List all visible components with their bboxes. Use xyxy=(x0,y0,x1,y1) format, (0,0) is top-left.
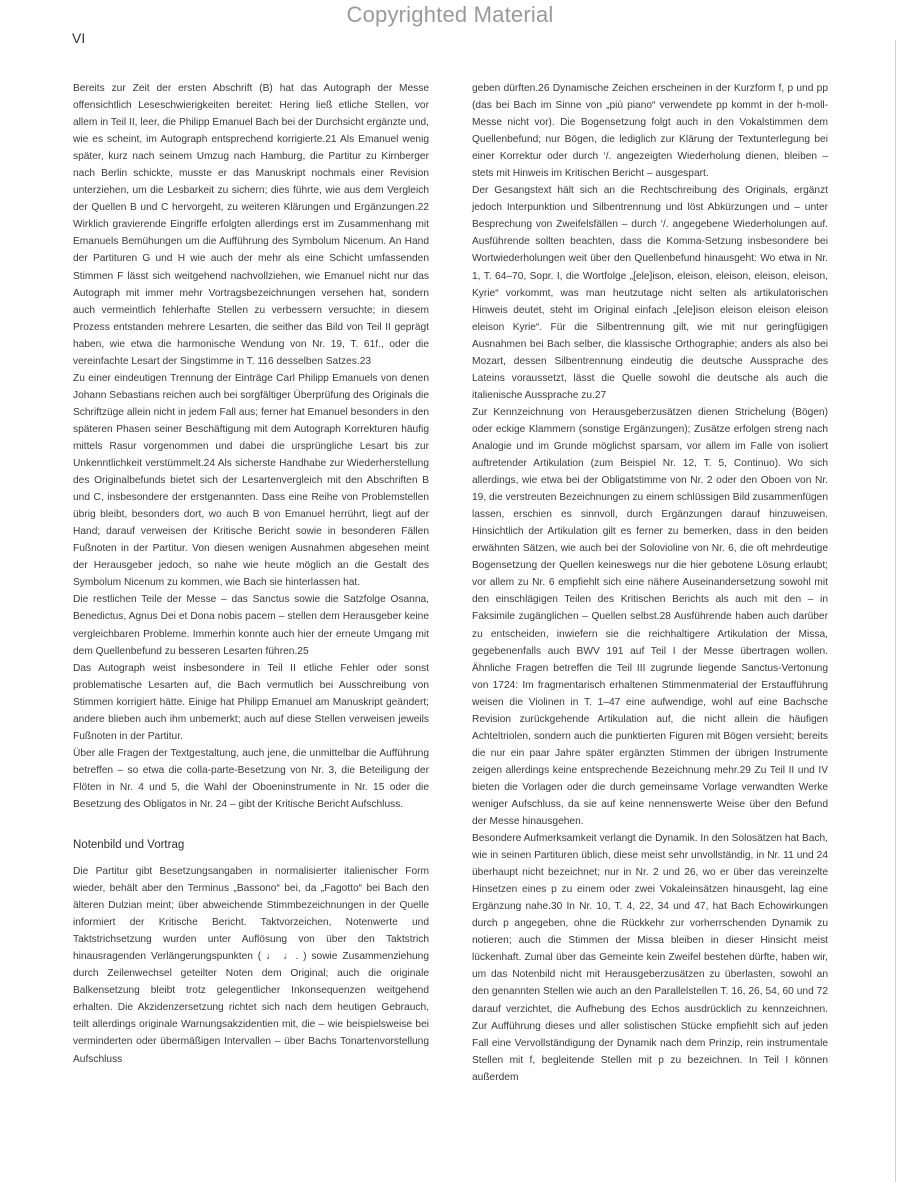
paragraph: geben dürften.26 Dynamische Zeichen erscheinen in der Kurzform f, p und pp (das bei Bach im Sinne von „più piano“ verwendete pp kommt in der h-moll-Messe nicht vor). Die Bogensetzung folgt auch in den Vokalstimmen dem Quellenbefund; nur Bögen, die lediglich zur Klärung der Textunterlegung bei einer Korrektur oder durch ‘/. angezeigten Wiederholung dienen, bleiben – stets mit Hinweis im Kritischen Bericht – ausgespart. xyxy=(472,83,828,180)
copyright-watermark: Copyrighted Material xyxy=(346,2,554,27)
right-column xyxy=(472,80,828,1086)
left-column xyxy=(73,80,429,1068)
paragraph: Die restlichen Teile der Messe – das Sanctus sowie die Satzfolge Osanna, Benedictus, Agnus Dei et Dona nobis pacem – stellen dem Herausgeber keine vergleichbaren Probleme. Immerhin konnte auch hier der erneute Umgang mit dem Quellenbefund zu besseren Lesarten führen.25 xyxy=(73,594,429,657)
paragraph: Die Partitur gibt Besetzungsangaben in normalisierter italienischer Form wieder, behält aber den Terminus „Bassono“ bei, da „Fagotto“ bei Bach den älteren Dulzian meint; über abweichende Stimmbezeichnungen in der Quelle informiert der Kritische Bericht. Taktvorzeichen, Notenwerte und Taktstrichsetzung wurden unter Auflösung von über den Taktstrich hinausragenden Verlängerungspunkten ( ♩ ♩. ) sowie Zusammenziehung durch Zeilenwechsel geteilter Noten dem Original; auch die originale Balkensetzung bleibt trotz gelegentlicher Inkonsequenzen weitgehend erhalten. Die Akzidenzersetzung richtet sich nach dem heutigen Gebrauch, teilt allerdings originale Warnungsakzidentien mit, die – wie beispielsweise bei verminderten oder übermäßigen Intervallen – über Bachs Tonartenvorstellung Aufschluss xyxy=(73,866,429,1065)
paragraph: Zur Kennzeichnung von Herausgeberzusätzen dienen Strichelung (Bögen) oder eckige Klammern (sonstige Ergänzungen); Zusätze erfolgen streng nach Analogie und im Grunde möglichst sparsam, vor allem im Falle von isoliert auftretender Artikulation (zum Beispiel Nr. 12, T. 5, Continuo). Wo sich allerdings, wie etwa bei der Obligatstimme von Nr. 2 oder den Oboen von Nr. 19, die verstreuten Bezeichnungen zu einem schlüssigen Bild zusammenfügen lassen, erschien es sinnvoll, durch Ergänzungen darauf hinzuweisen. Hinsichtlich der Artikulation gilt es ferner zu bemerken, dass in den beiden erwähnten Sätzen, wie auch bei der Solovioline von Nr. 6, die oft mehrdeutige Bogensetzung der Quellen keineswegs nur die hier gebotene Lösung erlaubt; vor allem zu Nr. 6 empfiehlt sich eine nähere Auseinandersetzung sowohl mit den einschlägigen Teilen des Kritischen Berichts als auch mit den – in Faksimile zugänglichen – Quellen selbst.28 Ausführende haben auch darüber zu entscheiden, inwiefern sie die reichhaltigere Artikulation der Missa, gegebenenfalls auch BWV 191 auf Teil I der Messe übertragen wollen. Ähnliche Fragen betreffen die Teil III zugrunde liegende Sanctus-Vertonung von 1724: Im fragmentarisch erhaltenen Stimmenmaterial der Erstaufführung weisen die Violinen in T. 1–47 eine aufwendige, wohl auf eine Bachsche Revision zurückgehende Artikulation auf, die nicht allein die häufigen Achteltriolen, sondern auch die punktierten Figuren mit Bögen versieht; bereits die nur ein paar Jahre später ergänzten Stimmen der übrigen Instrumente zeigen allerdings keine entsprechende Bezeichnung mehr.29 Zu Teil II und IV bieten die Vorlagen oder die durch gemeinsame Vorlage verwandten Werke weniger Aufschluss, da sie auf keine nennenswerte Weise über den Befund der Messe hinausgehen. xyxy=(472,406,828,828)
paragraph: Bereits zur Zeit der ersten Abschrift (B) hat das Autograph der Messe offensichtlich Leseschwierigkeiten bereitet: Hering ließ etliche Stellen, vor allem in Teil II, leer, die Philipp Emanuel Bach bei der Durchsicht ergänzte und, wie es scheint, im Autograph entsprechend korrigierte.21 Als Emanuel wenig später, kurz nach seinem Umzug nach Hamburg, die Partitur zu Kirnberger nach Berlin schickte, musste er das Manuskript nochmals einer Revision unterziehen, um die Lesbarkeit zu sichern; dies führte, wie aus dem Vergleich der Quellen B und C hervorgeht, zu weiteren Klärungen und Ergänzungen.22 Wirklich gravierende Eingriffe erfolgten allerdings erst im Zusammenhang mit Emanuels Bemühungen um die Aufführung des Symbolum Nicenum. An Hand der Partituren G und H wie auch der mehr als eine Schicht umfassenden Stimmen F lässt sich weitgehend nachvollziehen, wie Emanuel nicht nur das Autograph mit immer mehr Vortragsbezeichnungen versehen hat, sondern auch vermeintlich fehlerhafte Stellen zu verbessern versuchte; in diesem Prozess entstanden mehrere Lesarten, die seither das Bild von Teil II geprägt haben, wie etwa die harmonische Wendung von Nr. 19, T. 61f., oder die vereinfachte Lesart der Singstimme in T. 116 desselben Satzes.23 xyxy=(73,83,429,367)
page-number: VI xyxy=(72,30,86,46)
paragraph: Das Autograph weist insbesondere in Teil II etliche Fehler oder sonst problematische Lesarten auf, die Bach vermutlich bei Ausschreibung von Stimmen korrigiert hätte. Einige hat Philipp Emanuel am Manuskript geändert; andere blieben auch ihm unbemerkt; auch auf diese Stellen verweisen jeweils Fußnoten in der Partitur. xyxy=(73,662,429,742)
section-heading: Notenbild und Vortrag xyxy=(73,839,185,852)
page-edge-divider xyxy=(895,40,896,1182)
paragraph: Zu einer eindeutigen Trennung der Einträge Carl Philipp Emanuels von denen Johann Sebastians reichen auch bei sorgfältiger Überprüfung des Originals die Schriftzüge allein nicht in jedem Fall aus; ferner hat Emanuel besonders in den späteren Phasen seiner Beschäftigung mit dem Autograph Korrekturen häufig mittels Rasur vorgenommen und dabei die ursprüngliche Lesart bis zur Unkenntlichkeit verstümmelt.24 Als sicherste Handhabe zur Wiederherstellung des Originalbefunds bietet sich der Lesartenvergleich mit den Abschriften B und C, insbesondere der erstgenannten. Dass eine Reihe von Problemstellen übrig bleibt, besonders dort, wo auch B von Emanuel herrührt, liegt auf der Hand; darauf verweisen der Kritische Bericht sowie in besonderen Fällen Fußnoten in der Partitur. Von diesen wenigen Ausnahmen abgesehen meint der Herausgeber jedoch, so nahe wie heute möglich an die Gestalt des Symbolum Nicenum zu kommen, wie Bach sie hinterlassen hat. xyxy=(73,372,429,589)
paragraph: Der Gesangstext hält sich an die Rechtschreibung des Originals, ergänzt jedoch Interpunktion und Silbentrennung und löst Abkürzungen und – unter Besprechung von Zweifelsfällen – durch ‘/. angegebene Wiederholungen auf. Ausführende sollten beachten, dass die Komma-Setzung insbesondere bei Wortwiederholungen weit über den Quellenbefund hinausgeht: Wo etwa in Nr. 1, T. 64–70, Sopr. I, die Wortfolge „[ele]ison, eleison, eleison, eleison, eleison, Kyrie“ vorkommt, was man heutzutage nicht selten als artikulatorischen Hinweis deutet, steht im Original einfach „[ele]ison eleison eleison eleison eleison Kyrie“. Für die Silbentrennung gilt, wie mit nur geringfügigen Ausnahmen bei Bach selber, die klassische Orthographie; anders als also bei Mozart, dessen Silbentrennung eindeutig die deutsche Aussprache des Lateins voraussetzt, lässt die Quelle sowohl die deutsche als auch die italienische Aussprache zu.27 xyxy=(472,185,828,401)
paragraph: Besondere Aufmerksamkeit verlangt die Dynamik. In den Solosätzen hat Bach, wie in seinen Partituren üblich, diese meist sehr unvollständig, in Nr. 11 und 24 überhaupt nicht bezeichnet; nur in Nr. 2 und 26, wo er über das vereinzelte Hinsetzen eines p zu einem oder zwei Vokaleinsätzen hinausgeht, lag eine Ergänzung nahe.30 In Nr. 10, T. 4, 22, 34 und 47, hat Bach Echowirkungen durch p angegeben, ohne die Rückkehr zur vorherrschenden Dynamik zu notieren; auch die Stimmen der Missa bleiben in dieser Hinsicht meist lückenhaft. Zumal über das Gemeinte kein Zweifel bestehen dürfte, haben wir, um das Notenbild nicht mit Herausgeberzusätzen zu überlasten, sowohl an den genannten Stellen wie auch an den Parallelstellen T. 16, 26, 54, 60 und 72 darauf verzichtet, die Aufhebung des Echos ausdrücklich zu kennzeichnen. Zur Aufführung dieses und aller solistischen Stücke empfiehlt sich auf jeden Fall eine Vervollständigung der Dynamik nach dem Prinzip, rein instrumentale Stellen mit f, begleitende Stellen mit p zu bezeichnen. In Teil I können außerdem xyxy=(472,833,828,1083)
paragraph: Über alle Fragen der Textgestaltung, auch jene, die unmittelbar die Aufführung betreffen – so etwa die colla-parte-Besetzung von Nr. 3, die Beteiligung der Flöten in Nr. 4 und 5, die Wahl der Oboeninstrumente in Nr. 15 oder die Besetzung des Obligatos in Nr. 24 – gibt der Kritische Bericht Aufschluss. xyxy=(73,747,429,810)
